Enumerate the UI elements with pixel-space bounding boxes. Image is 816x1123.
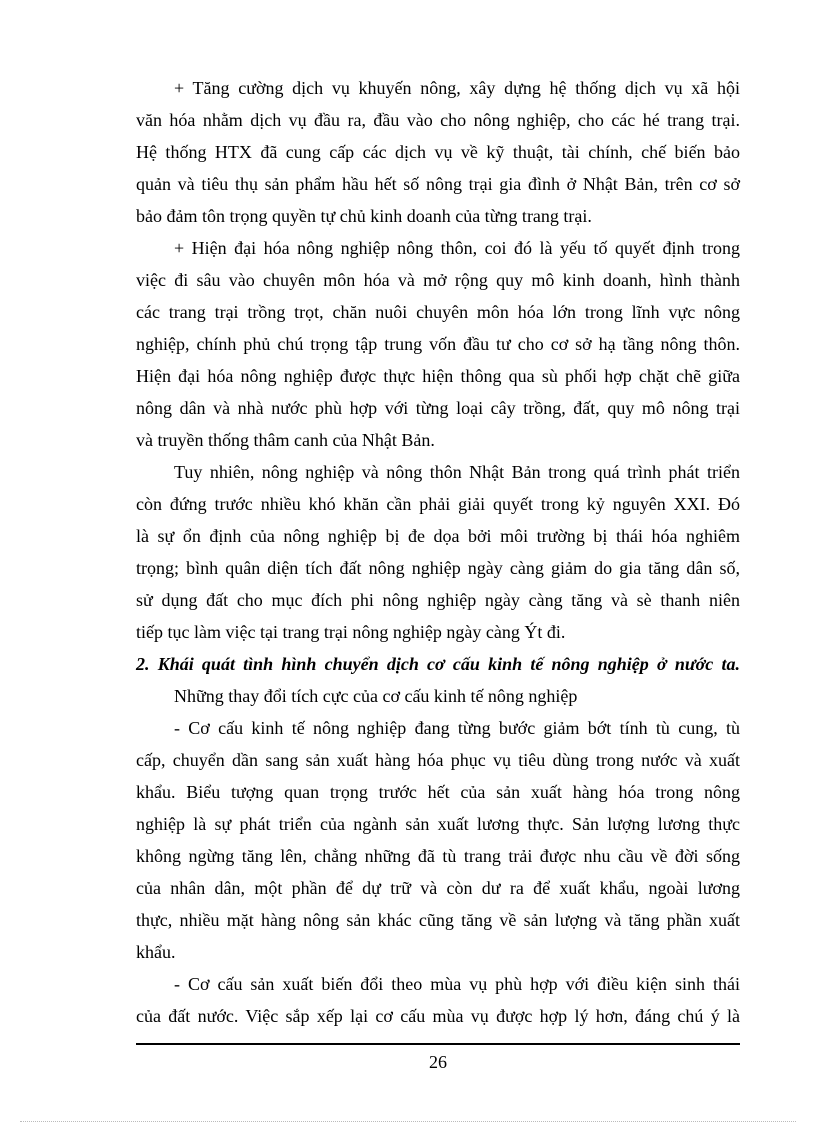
text-line: sử dụng đất cho mục đích phi nông nghiệp ngày càng tăng và sè thanh niên bbox=[136, 590, 740, 610]
text-line: bảo đảm tôn trọng quyền tự chủ kinh doanh của từng trang trại. bbox=[136, 206, 592, 226]
text-line: Những thay đổi tích cực của cơ cấu kinh tế nông nghiệp bbox=[174, 686, 578, 706]
text-line: quản và tiêu thụ sản phẩm hầu hết số nông trại gia đình ở Nhật Bản, trên cơ sở bbox=[136, 174, 740, 194]
text-line: nông dân và nhà nước phù hợp với từng loại cây trồng, đất, quy mô nông trại bbox=[136, 398, 740, 418]
text-line: văn hóa nhằm dịch vụ đầu ra, đầu vào cho nông nghiệp, cho các hé trang trại. bbox=[136, 110, 740, 130]
section-heading: 2. Khái quát tình hình chuyển dịch cơ cấu kinh tế nông nghiệp ở nước ta. bbox=[136, 654, 740, 674]
text-line: khẩu. bbox=[136, 942, 176, 962]
page-number: 26 bbox=[429, 1052, 447, 1072]
text-line: và truyền thống thâm canh của Nhật Bản. bbox=[136, 430, 435, 450]
text-line: trọng; bình quân diện tích đất nông nghiệp ngày càng giảm do gia tăng dân số, bbox=[136, 558, 740, 578]
text-line: của nhân dân, một phần để dự trữ và còn dư ra để xuất khẩu, ngoài lương bbox=[136, 878, 740, 898]
text-line: của đất nước. Việc sắp xếp lại cơ cấu mùa vụ được hợp lý hơn, đáng chú ý là bbox=[136, 1006, 740, 1026]
text-line: tiếp tục làm việc tại trang trại nông nghiệp ngày càng Ýt đi. bbox=[136, 622, 566, 642]
text-line: nghiệp, chính phủ chú trọng tập trung vốn đầu tư cho cơ sở hạ tầng nông thôn. bbox=[136, 334, 740, 354]
text-line: - Cơ cấu kinh tế nông nghiệp đang từng bước giảm bớt tính tù cung, tù bbox=[174, 718, 740, 738]
text-line: không ngừng tăng lên, chẳng những đã tù trang trải được nhu cầu về đời sống bbox=[136, 846, 740, 866]
text-line: Tuy nhiên, nông nghiệp và nông thôn Nhật Bản trong quá trình phát triển bbox=[174, 462, 740, 482]
page-edge-divider bbox=[20, 1121, 796, 1122]
text-line: + Hiện đại hóa nông nghiệp nông thôn, coi đó là yếu tố quyết định trong bbox=[174, 238, 740, 258]
text-line: Hiện đại hóa nông nghiệp được thực hiện thông qua sù phối hợp chặt chẽ giữa bbox=[136, 366, 740, 386]
text-line: các trang trại trồng trọt, chăn nuôi chuyên môn hóa lớn trong lĩnh vực nông bbox=[136, 302, 740, 322]
text-line: là sự ổn định của nông nghiệp bị đe dọa bởi môi trường bị thái hóa nghiêm bbox=[136, 526, 740, 546]
text-line: việc đi sâu vào chuyên môn hóa và mở rộng quy mô kinh doanh, hình thành bbox=[136, 270, 740, 290]
text-line: + Tăng cường dịch vụ khuyến nông, xây dựng hệ thống dịch vụ xã hội bbox=[174, 78, 740, 98]
text-line: còn đứng trước nhiều khó khăn cần phải giải quyết trong kỷ nguyên XXI. Đó bbox=[136, 494, 740, 514]
text-line: - Cơ cấu sản xuất biến đổi theo mùa vụ phù hợp với điều kiện sinh thái bbox=[174, 974, 740, 994]
text-line: khẩu. Biểu tượng quan trọng trước hết của sản xuất hàng hóa trong nông bbox=[136, 782, 740, 802]
text-line: thực, nhiều mặt hàng nông sản khác cũng tăng về sản lượng và tăng phần xuất bbox=[136, 910, 740, 930]
text-line: cấp, chuyển dần sang sản xuất hàng hóa phục vụ tiêu dùng trong nước và xuất bbox=[136, 750, 740, 770]
footer-rule bbox=[136, 1043, 740, 1045]
text-line: nghiệp là sự phát triển của ngành sản xuất lương thực. Sản lượng lương thực bbox=[136, 814, 740, 834]
text-line: Hệ thống HTX đã cung cấp các dịch vụ về kỹ thuật, tài chính, chế biến bảo bbox=[136, 142, 740, 162]
